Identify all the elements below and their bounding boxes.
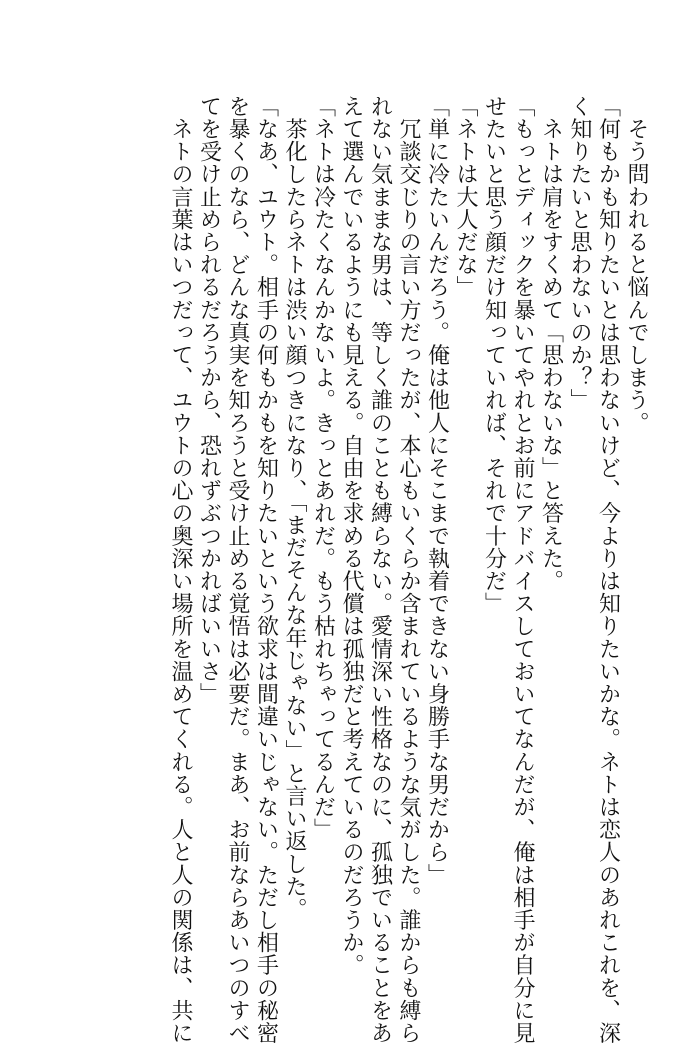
text-line: 「なあ、ユウト。相手の何もかもを知りたいという欲求は間違いじゃない。ただし相手の秘密 xyxy=(253,95,279,1044)
text-line: 「ネトは大人だな」 xyxy=(453,95,478,299)
text-line: ネトは肩をすくめて「思わないな」と答えた。 xyxy=(538,95,564,593)
text-line: 「何もかも知りたいとは思わないけど、今よりは知りたいかな。ネトは恋人のあれこれを、深 xyxy=(595,95,621,1044)
text-line: く知りたいと思わないのか？」 xyxy=(567,95,592,412)
text-line: せたいと思う顔だけ知っていれば、それで十分だ」 xyxy=(481,95,507,615)
text-line: 「ネトは冷たくなんかないよ。きっとあれだ。もう枯れちゃってるんだ」 xyxy=(310,95,336,841)
text-line: れない気ままな男は、等しく誰のことも縛らない。愛情深い性格なのに、孤独でいることをあ xyxy=(367,95,393,1044)
text-line: 茶化したらネトは渋い顔つきになり、「まだそんな年じゃない」と言い返した。 xyxy=(282,95,307,921)
text-line: 「単に冷たいんだろう。俺は他人にそこまで執着できない身勝手な男だから」 xyxy=(424,95,450,886)
text-line: 「もっとディックを暴いてやれとお前にアドバイスしておいてなんだが、俺は相手が自分に見 xyxy=(510,95,535,1044)
text-line: を暴くのなら、どんな真実を知ろうと受け止める覚悟は必要だ。まあ、お前ならあいつのすべ xyxy=(225,95,250,1044)
vertical-text-body xyxy=(166,95,651,1044)
text-line: そう問われると悩んでしまう。 xyxy=(624,95,649,434)
text-line: えて選んでいるようにも見える。自由を求める代償は孤独だと考えているのだろうか。 xyxy=(339,95,364,977)
text-line: 冗談交じりの言い方だったが、本心もいくらか含まれているような気がした。誰からも縛ら xyxy=(396,95,421,1044)
text-line: てを受け止められるだろうから、恐れずぶつかればいいさ」 xyxy=(196,95,222,706)
text-line: ネトの言葉はいつだって、ユウトの心の奥深い場所を温めてくれる。人と人の関係は、共に xyxy=(168,95,193,1044)
